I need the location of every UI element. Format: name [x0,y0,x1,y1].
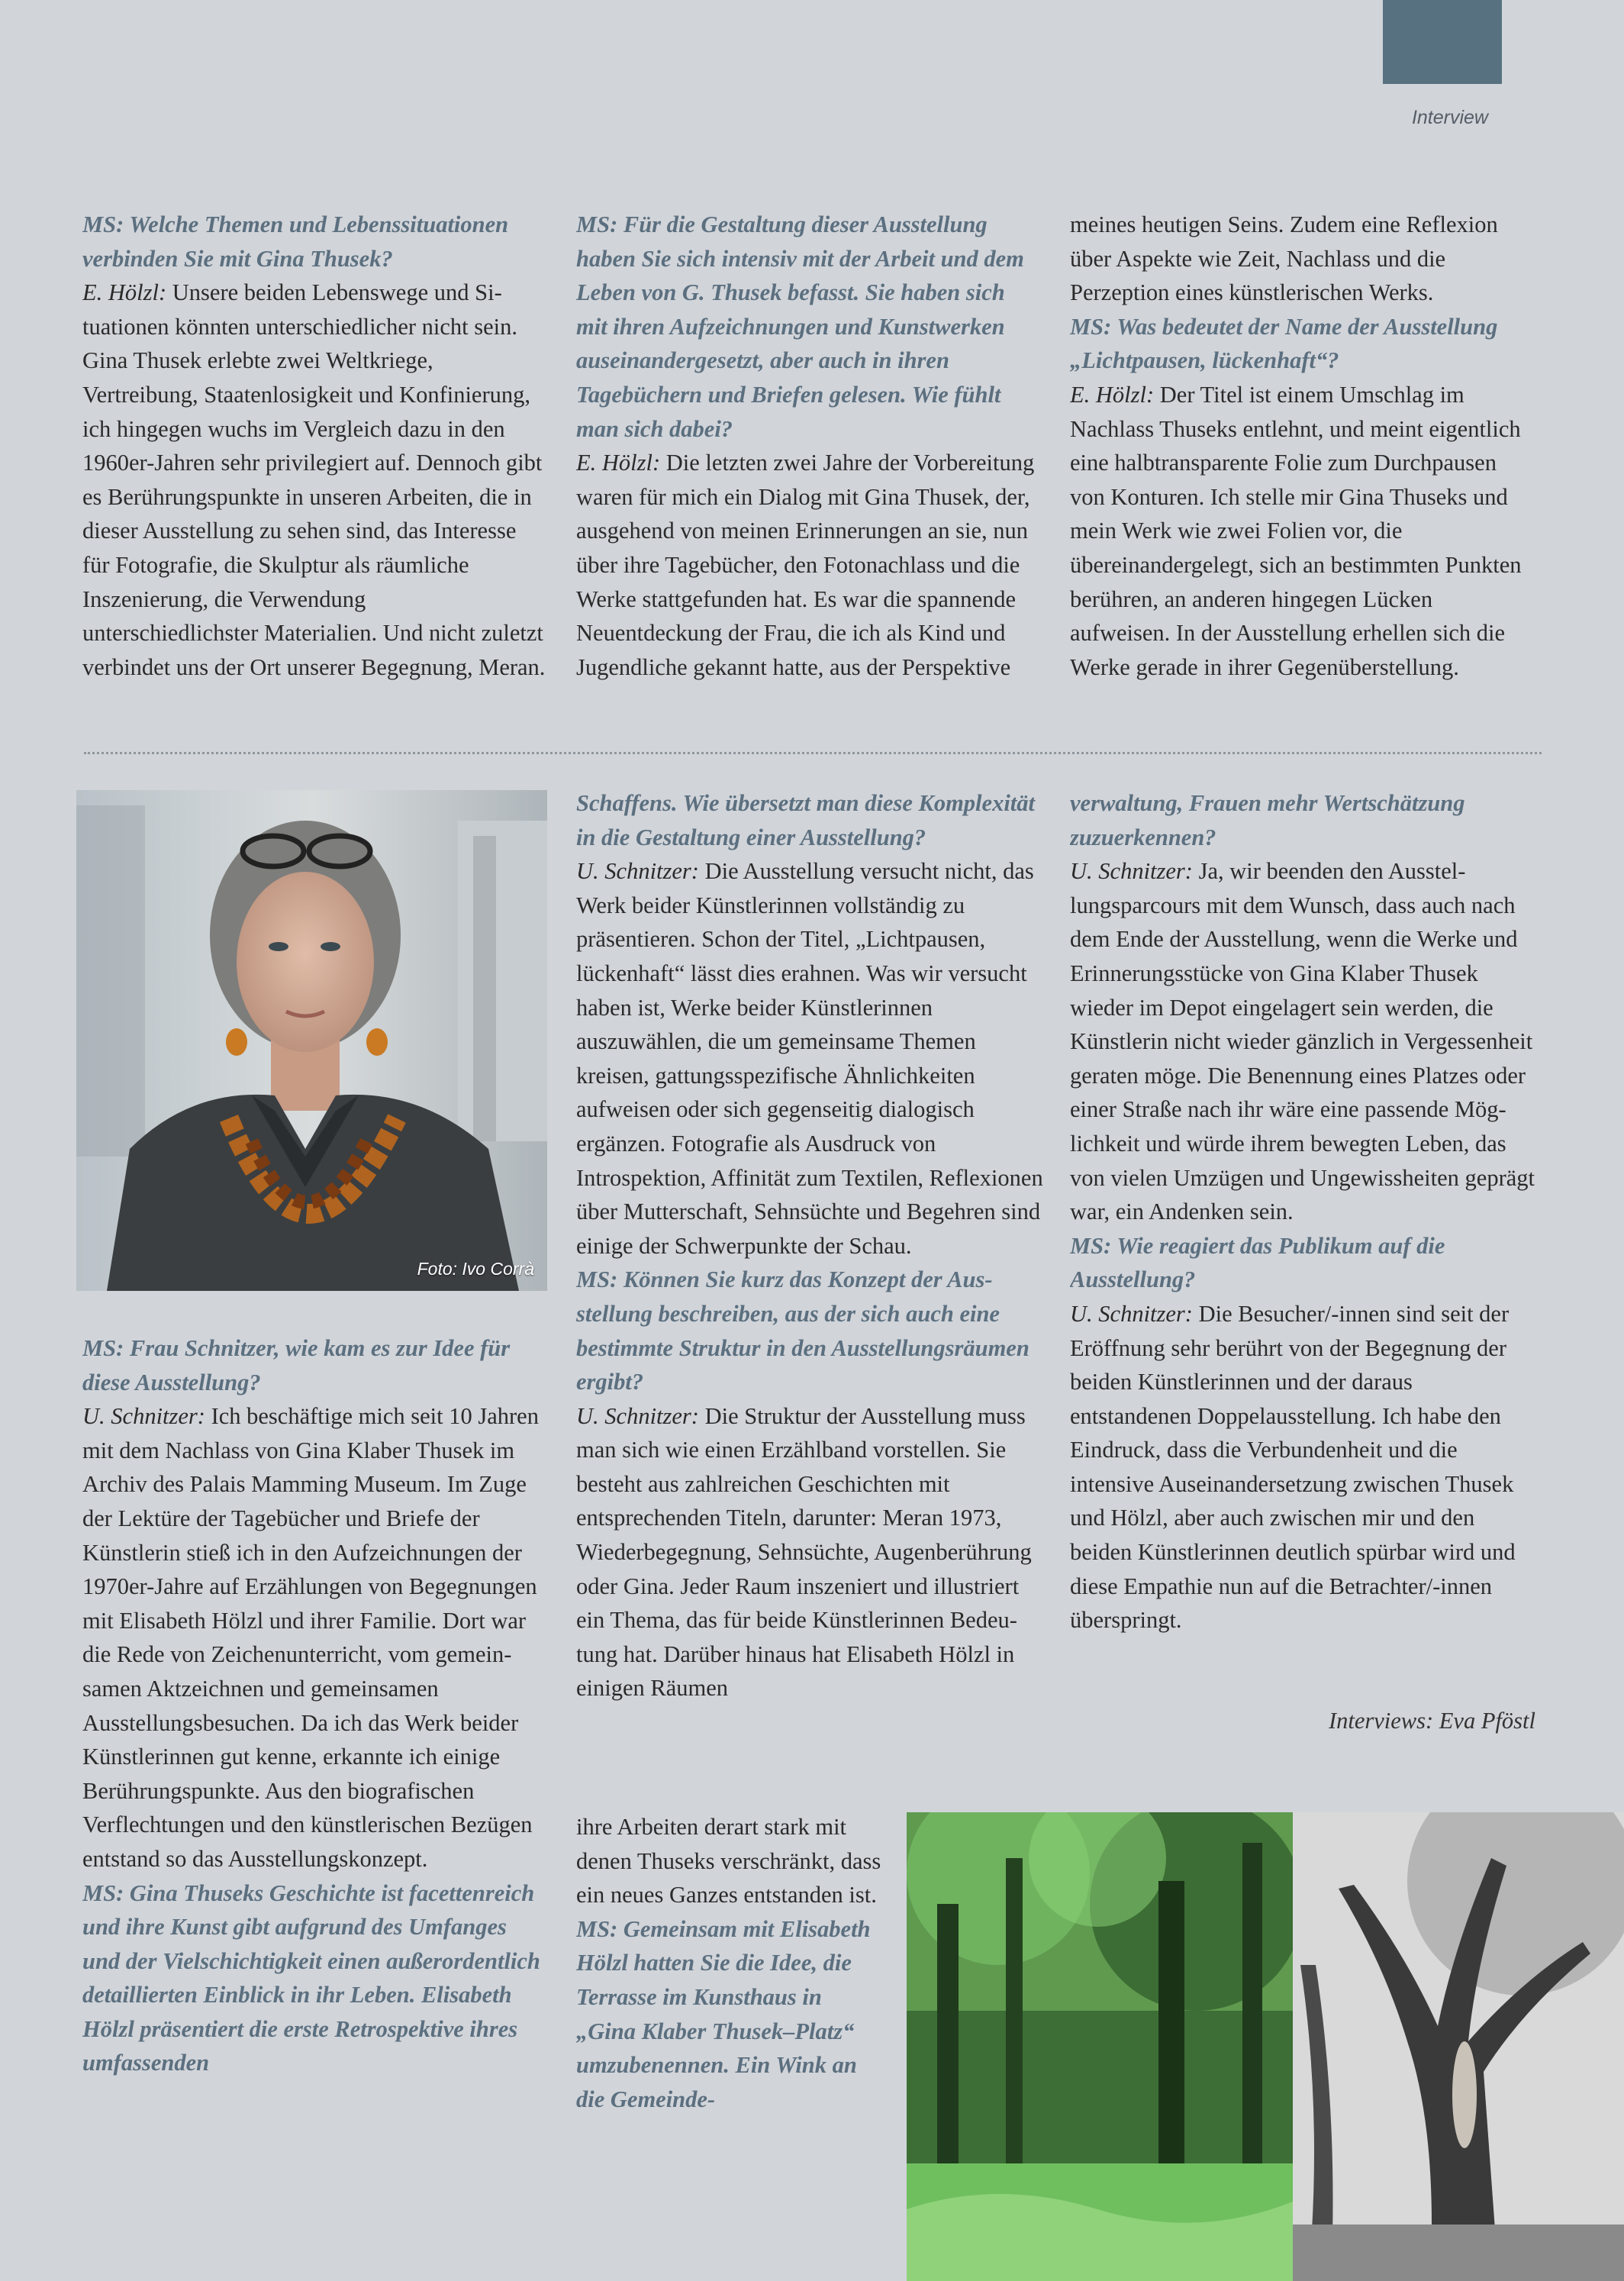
section-tab [1383,0,1502,84]
section-label: Interview [1411,107,1488,128]
top-column-2 [576,208,1039,727]
byline: Interviews: Eva Pföstl [1328,1708,1535,1734]
answer-text: meines heutigen Seins. Zudem eine Reflexion über Aspekte wie Zeit, Nachlass und die Perzeption eines künstlerischen Werks. [1070,211,1498,306]
speaker-name: U. Schnitzer: [576,858,699,885]
interview-answer [576,446,1039,684]
bottom-column-1 [82,1331,546,2278]
interview-question: MS: Was bedeutet der Name der Ausstellung „Lichtpausen, lückenhaft“? [1070,313,1498,374]
top-column-3 [1070,208,1537,727]
answer-text: Ja, wir beenden den Ausstellungsparcours mit dem Wunsch, dass auch nach dem Ende der Ausstellung, wenn die Werke und Erinnerungsstücke von Gina Klaber Thusek wieder im Depot eingelagert sein werden, die Künstlerin nicht wieder gänzlich in Vergessenheit geraten möge. Die Benennung eines Platzes oder einer Straße nach ihr wäre eine passende Möglichkeit und würde ihrem bewegten Leben, das von vielen Umzügen und Ungewissheiten geprägt war, ein Andenken sein. [1070,858,1535,1225]
interview-answer [82,276,546,684]
interview-answer [1070,854,1537,1229]
answer-text: Unsere beiden Lebenswege und Situationen könnten unterschiedlicher nicht sein. Gina Thusek erlebte zwei Weltkriege, Vertreibung, Staatenlosigkeit und Konfinierung, ich hingegen wuchs im Vergleich dazu in den 1960er-Jahren sehr privilegiert auf. Dennoch gibt es Berührungspunkte in unseren Arbeiten, die in dieser Ausstellung zu sehen sind, das Interesse für Fotografie, die Skulptur als räumliche Inszenierung, die Verwendung unterschiedlichster Materialien. Und nicht zuletzt verbindet uns der Ort unserer Begegnung, Meran. [82,279,546,680]
forest-photo [907,1812,1293,2281]
photo-credit: Foto: Ivo Corrà [417,1259,534,1279]
interview-question: MS: Gemeinsam mit Elisabeth Hölzl hatten Sie die Idee, die Terrasse im Kunsthaus in „Gina Klaber Thusek–Platz“ umzubenennen. Ein Wink an die Gemeinde- [576,1915,871,2112]
speaker-name: E. Hölzl: [576,450,661,476]
answer-text: Die Besucher/-innen sind seit der Eröffnung sehr berührt von der Begegnung der beiden Künstlerinnen und der daraus entstandenen Doppelausstellung. Ich habe den Eindruck, dass die Verbundenheit und die intensive Auseinandersetzung zwischen Thusek und Hölzl, aber auch zwischen mir und den beiden Künstlerinnen deutlich spürbar wird und diese Empathie nun auf die Betrachter/-innen überspringt. [1070,1300,1516,1634]
interview-question: MS: Gina Thuseks Geschichte ist facettenreich und ihre Kunst gibt aufgrund des Umfanges und der Vielschichtigkeit einen außerordentlich detaillierten Einblick in ihr Leben. Elisabeth Hölzl präsentiert die erste Retrospektive ihres umfassenden [82,1879,540,2076]
interview-question: MS: Frau Schnitzer, wie kam es zur Idee für diese Ausstellung? [82,1335,511,1395]
interview-question: MS: Können Sie kurz das Konzept der Ausstellung beschreiben, aus der sich auch eine bestimmte Struktur in den Ausstellungsräumen ergibt? [576,1266,1030,1395]
speaker-name: U. Schnitzer: [82,1403,205,1430]
bottom-column-2-continued [576,1810,881,2154]
answer-text: Der Titel ist einem Umschlag im Nachlass Thuseks entlehnt, und meint eigentlich eine halbtransparente Folie zum Durchpausen von Konturen. Ich stelle mir Gina Thuseks und mein Werk wie zwei Folien vor, die übereinandergelegt, sich an bestimmten Punkten berühren, an anderen hingegen Lücken aufweisen. In der Ausstellung erhellen sich die Werke gerade in ihrer Gegenüberstellung. [1070,381,1522,680]
interview-answer [82,1399,546,1876]
speaker-name: U. Schnitzer: [576,1402,699,1429]
portrait-photo [76,790,547,1291]
speaker-name: E. Hölzl: [82,279,167,306]
bottom-column-2 [576,786,1043,1808]
interview-answer [576,854,1043,1263]
answer-text: Ich beschäftige mich seit 10 Jahren mit dem Nachlass von Gina Klaber Thusek im Archiv des Palais Mamming Museum. Im Zuge der Lektüre der Tagebücher und Briefe der Künstlerin stieß ich in den Aufzeichnungen der 1970er-Jahre auf Erzählungen von Begegnungen mit Elisabeth Hölzl und ihrer Familie. Dort war die Rede von Zeichenunterricht, vom gemeinsamen Aktzeichnen und gemeinsamen Ausstellungsbesuchen. Da ich das Werk beider Künstlerinnen gut kenne, erkannte ich einige Berührungspunkte. Aus den biografischen Verflechtungen und den künstlerischen Bezügen entstand so das Ausstellungskonzept. [82,1403,539,1872]
interview-question: MS: Für die Gestaltung dieser Ausstellung haben Sie sich intensiv mit der Arbeit und dem Leben von G. Thusek befasst. Sie haben sich mit ihren Aufzeichnungen und Kunstwerken auseinandergesetzt, aber auch in ihren Tagebüchern und Briefen gelesen. Wie fühlt man sich dabei? [576,211,1024,442]
speaker-name: U. Schnitzer: [1070,1300,1193,1327]
section-divider [84,752,1542,754]
interview-question: MS: Welche Themen und Lebenssituationen verbinden Sie mit Gina Thusek? [82,211,509,272]
interview-question: MS: Wie reagiert das Publikum auf die Ausstellung? [1070,1232,1445,1293]
top-column-1 [82,208,546,727]
interview-answer [576,1399,1043,1705]
answer-text: Die Struktur der Ausstellung muss man sich wie einen Erzählband vorstellen. Sie besteht aus zahlreichen Geschichten mit entsprechenden Titeln, darunter: Meran 1973, Wiederbegegnung, Sehnsüchte, Augenberührung oder Gina. Jeder Raum inszeniert und illustriert ein Thema, das für beide Künstlerinnen Bedeutung hat. Darüber hinaus hat Elisabeth Hölzl in einigen Räumen [576,1402,1032,1702]
answer-text: Die Ausstellung versucht nicht, das Werk beider Künstlerinnen vollständig zu präsentieren. Schon der Titel, „Lichtpausen, lückenhaft“ lässt dies erahnen. Was wir versucht haben ist, Werke beider Künstlerinnen auszuwählen, die um gemeinsame Themen kreisen, gattungsspezifische Ähnlichkeiten aufweisen oder sich gegenseitig dialogisch ergänzen. Fotografie als Ausdruck von Introspektion, Affinität zum Textilen, Reflexionen über Mutterschaft, Sehnsüchte und Begehren sind einige der Schwerpunkte der Schau. [576,858,1043,1259]
interview-question: verwaltung, Frauen mehr Wertschätzung zuzuerkennen? [1070,790,1465,850]
interview-answer [1070,1297,1537,1637]
speaker-name: E. Hölzl: [1070,381,1155,408]
bottom-column-3 [1070,786,1537,1695]
answer-text: ihre Arbeiten derart stark mit denen Thuseks verschränkt, dass ein neues Ganzes entstanden ist. [576,1814,881,1908]
interview-question: Schaffens. Wie übersetzt man diese Komplexität in die Gestaltung einer Ausstellung? [576,790,1035,850]
interview-answer [1070,208,1537,310]
interview-answer [1070,378,1537,684]
interview-answer [576,1810,881,1912]
answer-text: Die letzten zwei Jahre der Vorbereitung waren für mich ein Dialog mit Gina Thusek, der, ausgehend von meinen Erinnerungen an sie, nun über ihre Tagebücher, den Fotonachlass und die Werke stattgefunden hat. Es war die spannende Neuentdeckung der Frau, die ich als Kind und Jugendliche gekannt hatte, aus der Perspektive [576,450,1035,680]
black-white-tree-photo [1293,1812,1624,2281]
speaker-name: U. Schnitzer: [1070,858,1193,885]
